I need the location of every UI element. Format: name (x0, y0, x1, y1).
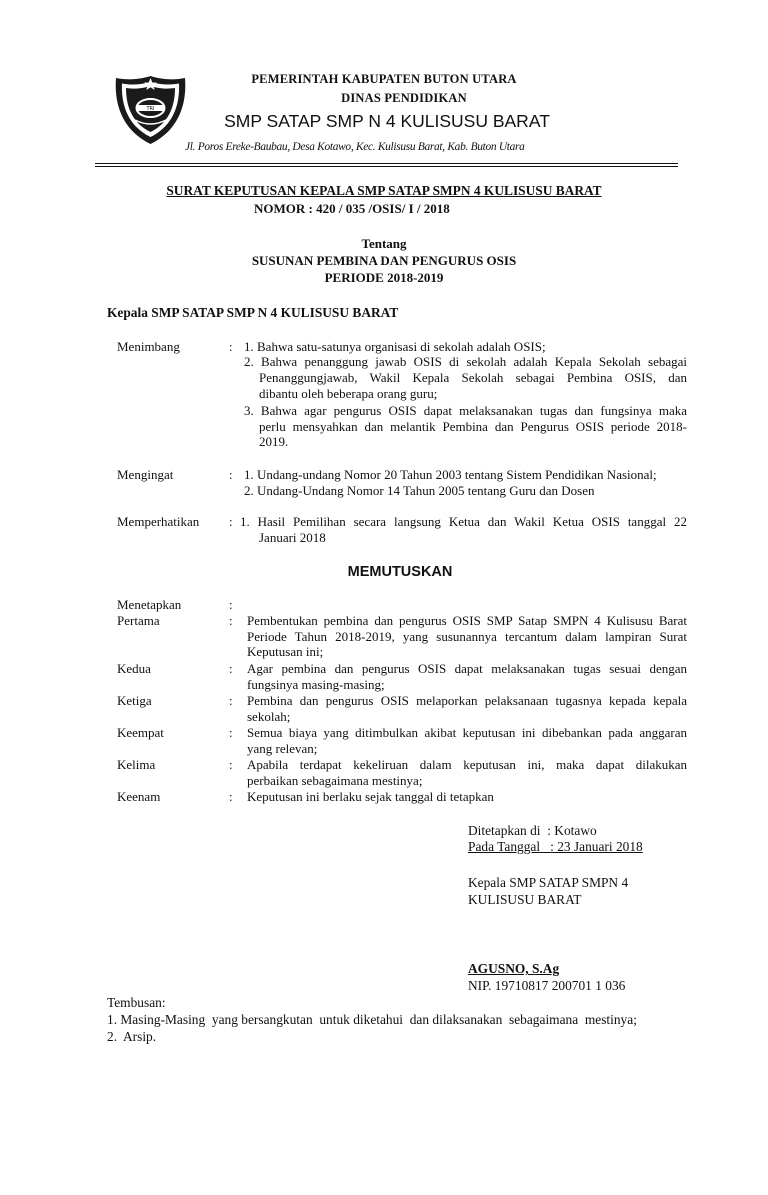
decision-pertama-line-1: Pembentukan pembina dan pengurus OSIS SMP Satap SMPN 4 Kulisusu Barat (247, 613, 687, 628)
menimbang-item-2: 2. Bahwa penanggung jawab OSIS di sekolah adalah Kepala Sekolah sebagai (244, 354, 687, 369)
sig-date-value: : 23 Januari 2018 (550, 839, 643, 854)
header-rule-thick (95, 163, 678, 164)
decree-period: PERIODE 2018-2019 (324, 270, 444, 285)
sig-position-1: Kepala SMP SATAP SMPN 4 (468, 875, 629, 890)
decision-label-keempat: Keempat (117, 725, 164, 740)
decision-keempat-line-1: Semua biaya yang ditimbulkan akibat keputusan ini dibebankan pada anggaran (247, 725, 687, 740)
sig-date (468, 839, 643, 855)
decision-ketiga-line-1: Pembina dan pengurus OSIS melaporkan pelaksanaan tugasnya kepada kepala (247, 693, 687, 708)
header-government: PEMERINTAH KABUPATEN BUTON UTARA (251, 72, 517, 86)
decision-colon-pertama: : (229, 613, 233, 628)
tembusan-label: Tembusan: (107, 995, 166, 1010)
menimbang-item-2-cont: Penanggungjawab, Wakil Kepala Sekolah sebagai Pembina OSIS, dan (259, 370, 687, 385)
mengingat-item-2: 2. Undang-Undang Nomor 14 Tahun 2005 tentang Guru dan Dosen (244, 483, 595, 498)
memperhatikan-colon: : (229, 514, 233, 529)
menimbang-item-1: 1. Bahwa satu-satunya organisasi di sekolah adalah OSIS; (244, 339, 546, 354)
decision-label-ketiga: Ketiga (117, 693, 152, 708)
sig-place-label: Ditetapkan di (468, 823, 541, 838)
decree-number: NOMOR : 420 / 035 /OSIS/ I / 2018 (254, 201, 450, 216)
menimbang-colon: : (229, 339, 233, 354)
decision-kelima-line-1: Apabila terdapat kekeliruan dalam keputusan ini, maka dapat dilakukan (247, 757, 687, 772)
decision-kelima-line-2: perbaikan sebagaimana mestinya; (247, 773, 423, 788)
decision-keenam-line-1: Keputusan ini berlaku sejak tanggal di tetapkan (247, 789, 494, 804)
svg-text:TRI: TRI (146, 106, 155, 112)
decision-keempat-line-2: yang relevan; (247, 741, 318, 756)
sig-place-value: : Kotawo (547, 823, 597, 838)
header-rule-thin (95, 166, 678, 167)
decision-kedua-line-1: Agar pembina dan pengurus OSIS dapat melaksanakan tugas sesuai dengan (247, 661, 687, 676)
decision-kedua-line-2: fungsinya masing-masing; (247, 677, 385, 692)
decision-label-kedua: Kedua (117, 661, 151, 676)
memperhatikan-label: Memperhatikan (117, 514, 200, 529)
decision-ketiga-line-2: sekolah; (247, 709, 291, 724)
decision-colon-menetapkan: : (229, 597, 233, 612)
sig-position-2: KULISUSU BARAT (468, 892, 582, 907)
menimbang-item-3-cont2: 2019. (259, 434, 289, 449)
menimbang-item-3: 3. Bahwa agar pengurus OSIS dapat melaksanakan tugas dan fungsinya maka (244, 403, 687, 418)
decision-pertama-line-2: Periode Tahun 2018-2019, yang susunannya tercantum dalam lampiran Surat (247, 629, 687, 644)
decision-label-keenam: Keenam (117, 789, 161, 804)
decision-colon-kedua: : (229, 661, 233, 676)
menimbang-item-3-cont: perlu mensyahkan dan melantik Pembina dan Pengurus OSIS periode 2018- (259, 419, 687, 434)
decision-label-pertama: Pertama (117, 613, 160, 628)
opening-line: Kepala SMP SATAP SMP N 4 KULISUSU BARAT (107, 305, 399, 320)
memutuskan-heading: MEMUTUSKAN (347, 564, 453, 580)
decision-label-menetapkan: Menetapkan (117, 597, 182, 612)
mengingat-colon: : (229, 467, 233, 482)
decision-colon-keempat: : (229, 725, 233, 740)
header-address: Jl. Poros Ereke-Baubau, Desa Kotawo, Kec. Kulisusu Barat, Kab. Buton Utara (185, 141, 525, 153)
sig-date-label: Pada Tanggal (468, 839, 541, 854)
decision-label-kelima: Kelima (117, 757, 156, 772)
memperhatikan-item-1: 1. Hasil Pemilihan secara langsung Ketua dan Wakil Ketua OSIS tanggal 22 (240, 514, 687, 529)
menimbang-item-2-cont2: dibantu oleh beberapa orang guru; (259, 386, 438, 401)
tembusan-item-2: 2. Arsip. (107, 1029, 157, 1044)
mengingat-item-1: 1. Undang-undang Nomor 20 Tahun 2003 tentang Sistem Pendidikan Nasional; (244, 467, 657, 482)
header-department: DINAS PENDIDIKAN (341, 91, 467, 105)
decree-subject: SUSUNAN PEMBINA DAN PENGURUS OSIS (251, 253, 517, 268)
sig-name: AGUSNO, S.Ag (468, 961, 560, 976)
decree-tentang: Tentang (361, 236, 407, 251)
menimbang-label: Menimbang (117, 339, 180, 354)
decree-title: SURAT KEPUTUSAN KEPALA SMP SATAP SMPN 4 KULISUSU BARAT (166, 183, 602, 198)
header-school-name: SMP SATAP SMP N 4 KULISUSU BARAT (224, 111, 550, 131)
memperhatikan-item-1-cont: Januari 2018 (259, 530, 326, 545)
sig-nip: NIP. 19710817 200701 1 036 (468, 978, 626, 993)
decision-pertama-line-3: Keputusan ini; (247, 644, 324, 659)
tembusan-item-1: 1. Masing-Masing yang bersangkutan untuk diketahui dan dilaksanakan sebagaimana mestinya; (107, 1012, 637, 1027)
decision-colon-kelima: : (229, 757, 233, 772)
decision-colon-ketiga: : (229, 693, 233, 708)
decision-colon-keenam: : (229, 789, 233, 804)
mengingat-label: Mengingat (117, 467, 174, 482)
sig-place (468, 823, 597, 839)
